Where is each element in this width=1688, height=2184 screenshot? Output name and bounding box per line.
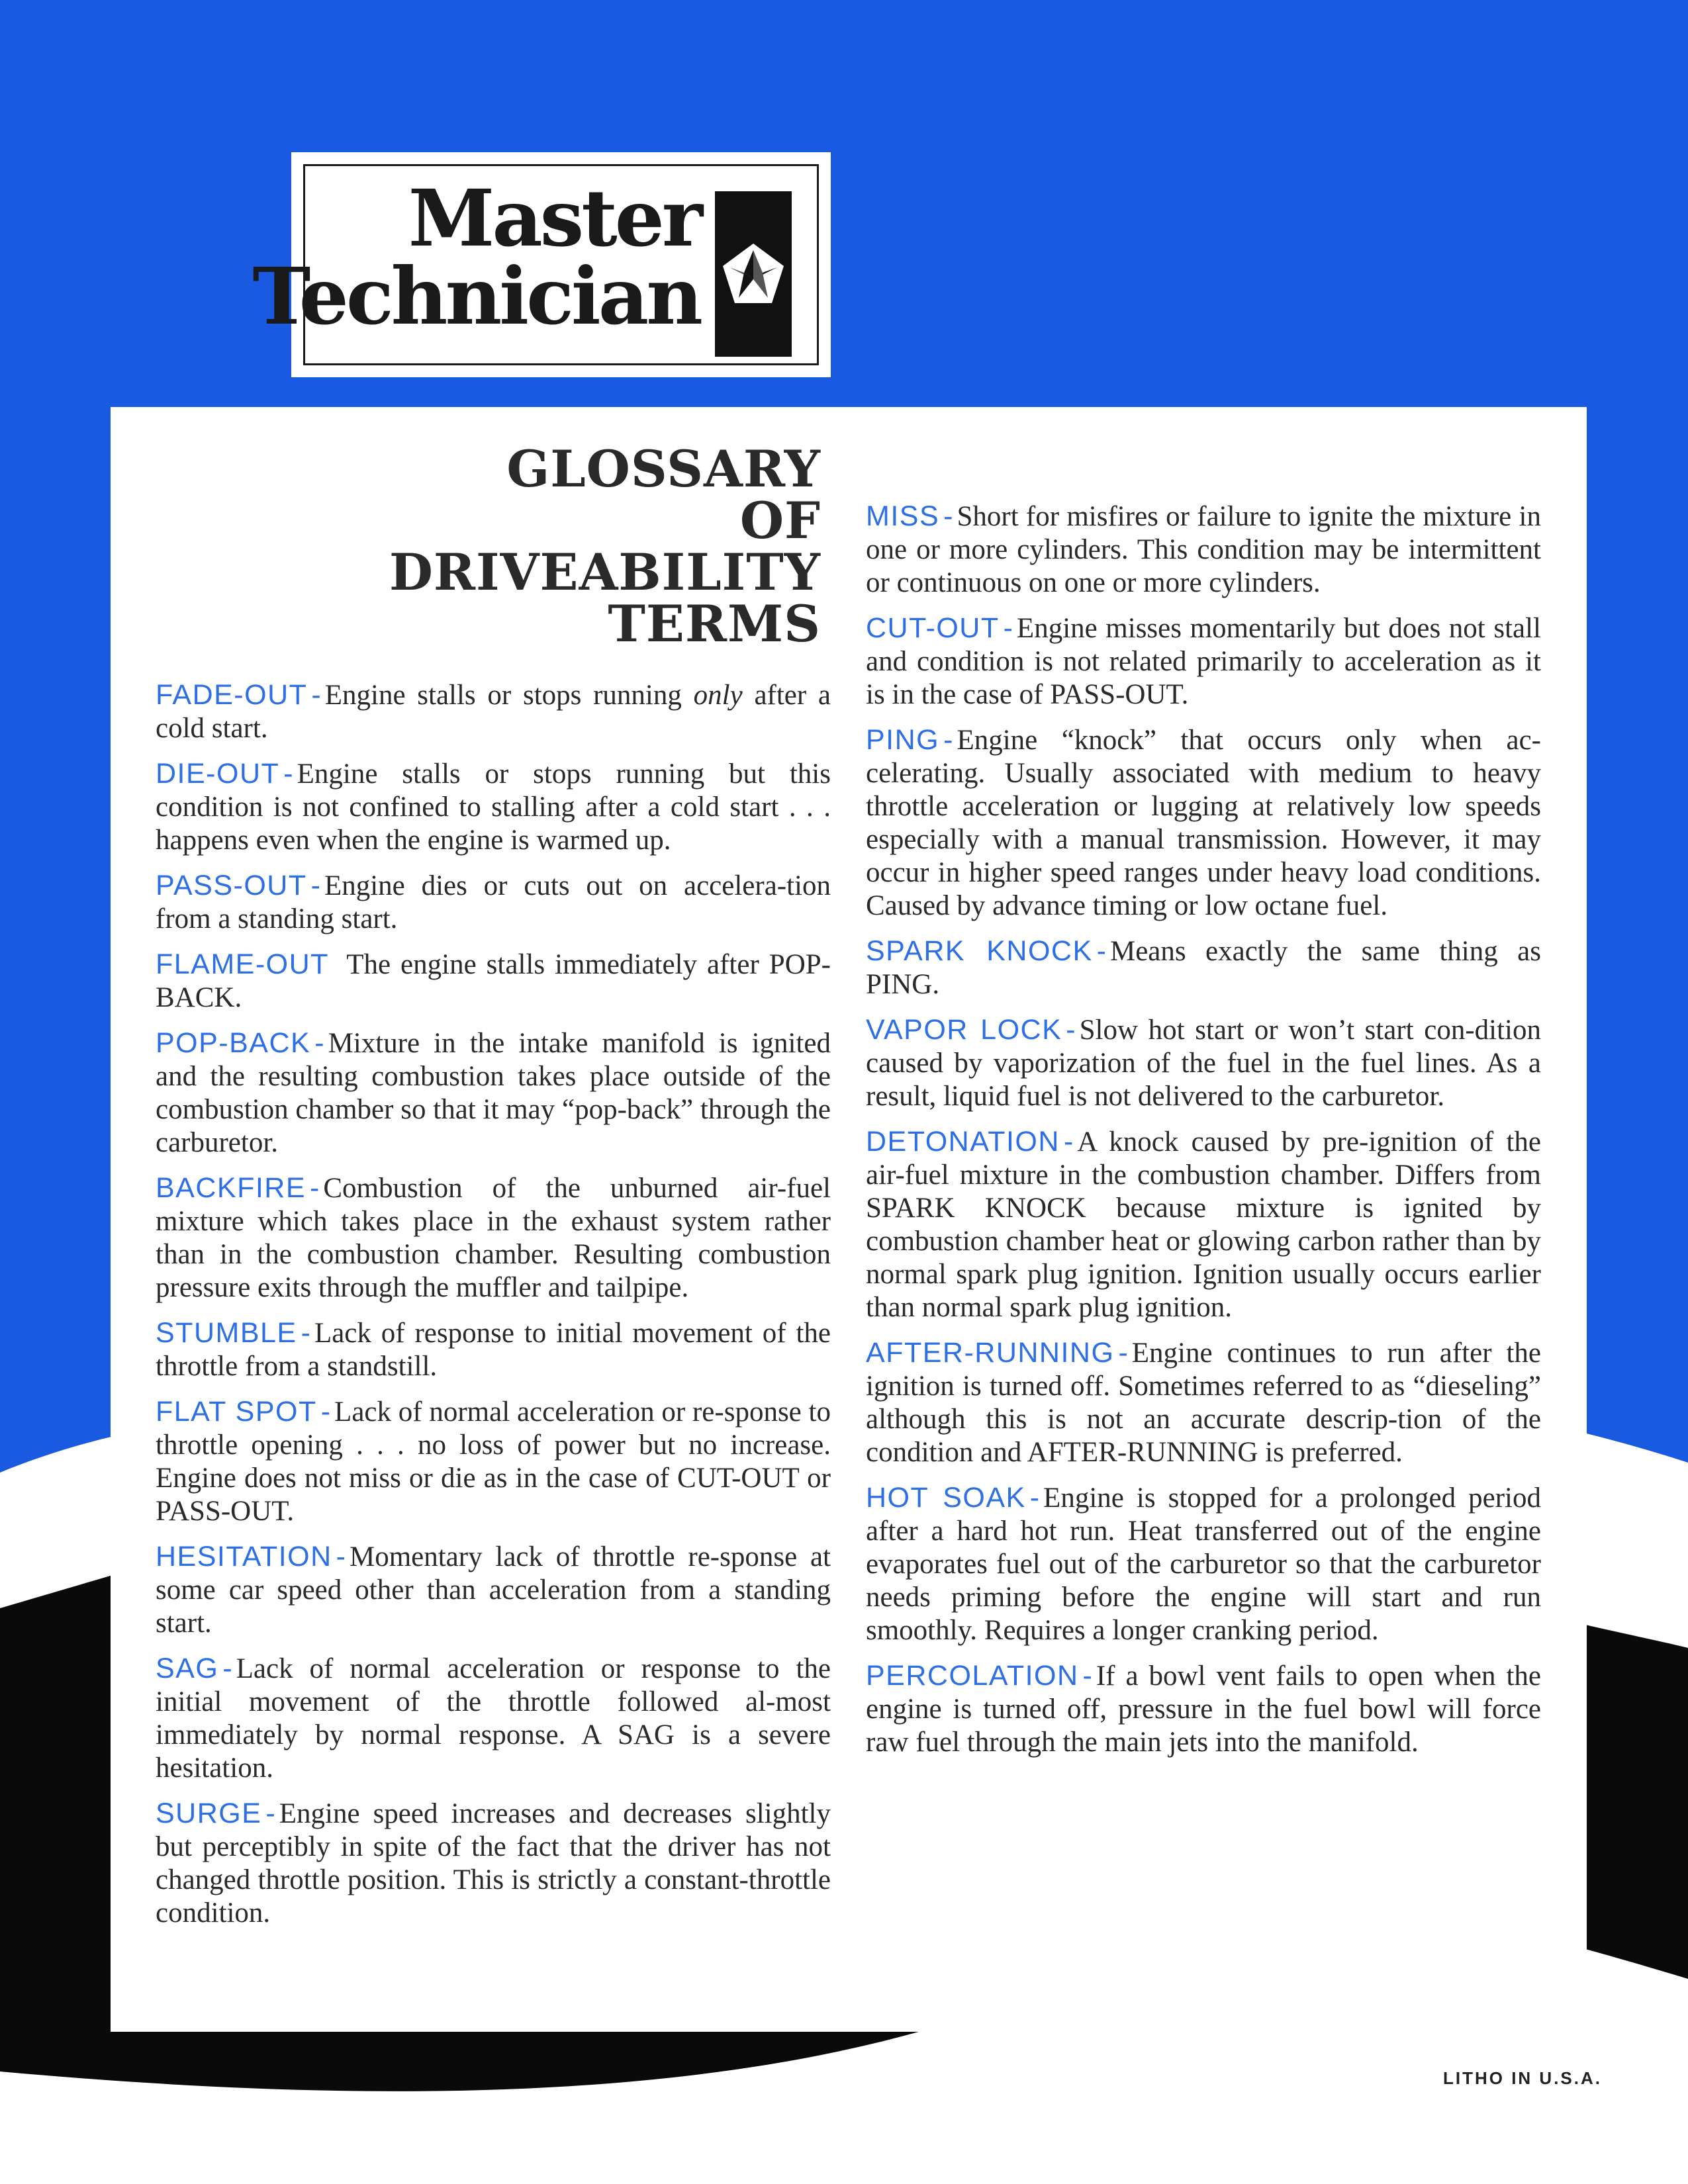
term: SPARK KNOCK xyxy=(866,935,1093,967)
glossary-entry-after-running xyxy=(866,1336,1541,1469)
print-credit: LITHO IN U.S.A. xyxy=(1443,2068,1602,2088)
glossary-entry-hesitation xyxy=(156,1540,831,1640)
glossary-right-column xyxy=(866,500,1541,1771)
term: STUMBLE xyxy=(156,1317,297,1349)
term-separator: - xyxy=(1082,1660,1092,1692)
definition: Engine is stopped for a prolonged period after a hard hot run. Heat transferred out of the engine evaporates fuel out of the carburetor so that the carburetor needs priming before the engine will start and run smoothly. Requires a longer cranking period. xyxy=(866,1482,1541,1646)
term-separator: - xyxy=(222,1653,232,1684)
definition: Lack of normal acceleration or response to the initial movement of the throttle followed al-most immediately by normal response. A SAG is a severe hesitation. xyxy=(156,1653,831,1784)
title-line-2: OF xyxy=(739,491,821,550)
term: PING xyxy=(866,724,940,756)
term: DETONATION xyxy=(866,1126,1060,1158)
glossary-entry-sag xyxy=(156,1652,831,1785)
page-title xyxy=(389,439,821,653)
glossary-entry-backfire xyxy=(156,1171,831,1304)
term: VAPOR LOCK xyxy=(866,1014,1062,1046)
definition: If a bowl vent fails to open when the engine is turned off, pressure in the fuel bowl will force raw fuel through the main jets into the manifold. xyxy=(866,1661,1541,1758)
definition: Engine continues to run after the ignition is turned off. Sometimes referred to as “dieseling” although this is not an accurate descrip-tion of the condition and AFTER-RUNNING is preferred. xyxy=(866,1338,1541,1468)
glossary-entry-fade-out xyxy=(156,678,831,745)
glossary-entry-pop-back xyxy=(156,1026,831,1160)
term-separator: - xyxy=(943,724,953,756)
term-separator xyxy=(329,948,337,980)
term: MISS xyxy=(866,500,940,532)
term-separator: - xyxy=(265,1797,275,1829)
glossary-entry-surge xyxy=(156,1797,831,1930)
glossary-entry-detonation xyxy=(866,1125,1541,1324)
term-separator: - xyxy=(1118,1337,1128,1369)
glossary-entry-stumble xyxy=(156,1316,831,1383)
term-separator: - xyxy=(1003,612,1013,644)
term-separator: - xyxy=(1066,1014,1076,1046)
glossary-entry-vapor-lock xyxy=(866,1013,1541,1113)
term: CUT-OUT xyxy=(866,612,1000,644)
glossary-entry-flame-out xyxy=(156,948,831,1015)
term: SAG xyxy=(156,1653,219,1684)
title-line-1: GLOSSARY xyxy=(506,439,821,498)
term: FADE-OUT xyxy=(156,679,308,711)
definition: Momentary lack of throttle re-sponse at some car speed other than acceleration from a standing start. xyxy=(156,1541,831,1639)
definition: Engine “knock” that occurs only when ac-celerating. Usually associated with medium to heavy throttle acceleration or lugging at relatively low speeds especially with a manual transmission. However, it may occur in higher speed ranges under heavy load conditions. Caused by advance timing or low octane fuel. xyxy=(866,725,1541,921)
term-separator: - xyxy=(1063,1126,1074,1158)
definition: The engine stalls immediately after POP-BACK. xyxy=(156,949,831,1013)
term: DIE-OUT xyxy=(156,758,280,790)
term: BACKFIRE xyxy=(156,1172,306,1204)
term: FLAME-OUT xyxy=(156,948,329,980)
term-separator: - xyxy=(1096,935,1106,967)
glossary-entry-pass-out xyxy=(156,869,831,936)
logo-wordmark xyxy=(252,172,700,342)
term-separator: - xyxy=(320,1396,331,1428)
definition: Lack of normal acceleration or re-sponse to throttle opening . . . no loss of power but no increase. Engine does not miss or die as in the case of CUT-OUT or PASS-OUT. xyxy=(156,1396,831,1527)
term-separator: - xyxy=(283,758,293,790)
definition: Engine dies or cuts out on accelera-tion from a standing start. xyxy=(156,870,831,934)
definition: Slow hot start or won’t start con-dition caused by vaporization of the fuel in the fuel lines. As a result, liquid fuel is not delivered to the carburetor. xyxy=(866,1015,1541,1112)
pentastar-icon xyxy=(715,191,792,357)
glossary-entry-spark-knock xyxy=(866,934,1541,1001)
term-separator: - xyxy=(1029,1482,1040,1514)
title-line-3: DRIVEABILITY xyxy=(389,543,821,602)
definition: Engine stalls or stops running but this condition is not confined to stalling after a cold start . . . happens even when the engine is warmed up. xyxy=(156,758,831,856)
glossary-entry-miss xyxy=(866,500,1541,600)
logo-line-technician: Technician xyxy=(252,250,700,342)
definition: Engine stalls or stops running only after a cold start. xyxy=(156,680,831,744)
logo-line-master: Master xyxy=(408,172,700,264)
term: PASS-OUT xyxy=(156,870,307,901)
definition: Engine speed increases and decreases slightly but perceptibly in spite of the fact that the driver has not changed throttle position. This is strictly a constant-throttle condition. xyxy=(156,1798,831,1929)
term-separator: - xyxy=(311,679,321,711)
term: HESITATION xyxy=(156,1541,332,1572)
glossary-entry-cut-out xyxy=(866,612,1541,711)
logo-frame xyxy=(252,164,819,365)
term-separator: - xyxy=(943,500,953,532)
term-separator: - xyxy=(314,1027,324,1059)
definition: Combustion of the unburned air-fuel mixture which takes place in the exhaust system rather than in the combustion chamber. Resulting combustion pressure exits through the muffler and tailpipe. xyxy=(156,1173,831,1303)
term: FLAT SPOT xyxy=(156,1396,317,1428)
glossary-entry-ping xyxy=(866,723,1541,923)
definition: Mixture in the intake manifold is ignited and the resulting combustion takes place outside of the combustion chamber so that it may “pop-back” through the carburetor. xyxy=(156,1028,831,1158)
term-separator: - xyxy=(336,1541,346,1572)
term: PERCOLATION xyxy=(866,1660,1079,1692)
black-wedge-right xyxy=(1585,1625,1688,1979)
definition-emphasis: only xyxy=(693,680,743,711)
glossary-entry-die-out xyxy=(156,757,831,857)
glossary-entry-flat-spot xyxy=(156,1395,831,1528)
glossary-entry-percolation xyxy=(866,1659,1541,1759)
definition: Engine misses momentarily but does not stall and condition is not related primarily to acceleration as it is in the case of PASS-OUT. xyxy=(866,613,1541,710)
definition: Means exactly the same thing as PING. xyxy=(866,936,1542,1000)
term-separator: - xyxy=(310,870,320,901)
glossary-left-column xyxy=(156,678,831,1942)
term-separator: - xyxy=(310,1172,320,1204)
term: HOT SOAK xyxy=(866,1482,1026,1514)
definition: A knock caused by pre-ignition of the air-fuel mixture in the combustion chamber. Differs from SPARK KNOCK because mixture is ignited by combustion chamber heat or glowing carbon rather than by normal spark plug ignition. Ignition usually occurs earlier than normal spark plug ignition. xyxy=(866,1126,1541,1323)
term: POP-BACK xyxy=(156,1027,311,1059)
definition: Short for misfires or failure to ignite the mixture in one or more cylinders. This condition may be intermittent or continuous on one or more cylinders. xyxy=(866,501,1541,598)
logo xyxy=(252,152,831,377)
glossary-entry-hot-soak xyxy=(866,1481,1541,1647)
term: SURGE xyxy=(156,1797,262,1829)
term-separator: - xyxy=(301,1317,310,1349)
definition: Lack of response to initial movement of the throttle from a standstill. xyxy=(156,1318,831,1382)
term: AFTER-RUNNING xyxy=(866,1337,1115,1369)
title-line-4: TERMS xyxy=(608,594,821,653)
